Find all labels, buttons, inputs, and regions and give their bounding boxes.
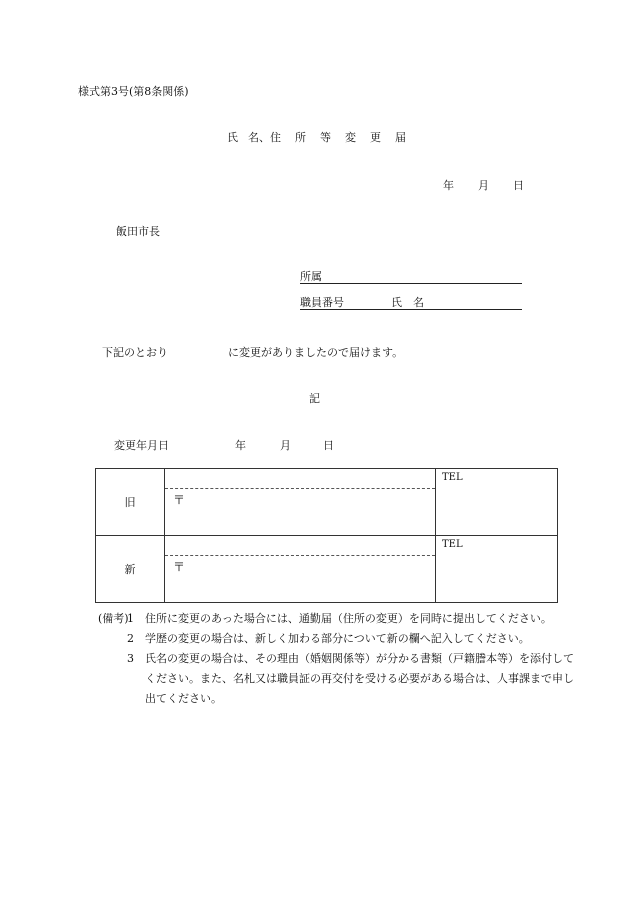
postal-mark: 〒 xyxy=(173,560,186,574)
dashed-divider xyxy=(165,555,435,556)
dashed-divider xyxy=(165,488,435,489)
new-row-label: 新 xyxy=(96,536,165,603)
staff-info-field[interactable] xyxy=(300,294,522,310)
notice-text xyxy=(102,344,403,360)
staff-number-label: 職員番号 xyxy=(300,296,344,309)
remark-item xyxy=(98,649,584,709)
notice-before: 下記のとおり xyxy=(102,346,168,359)
remarks-heading: (備考) xyxy=(98,612,129,625)
remark-item xyxy=(98,629,584,649)
year-label: 年 xyxy=(443,179,454,192)
new-tel-cell[interactable] xyxy=(436,536,558,603)
tel-label: TEL xyxy=(442,539,463,550)
postal-mark: 〒 xyxy=(173,493,186,507)
old-tel-cell[interactable] xyxy=(436,469,558,536)
affiliation-label: 所属 xyxy=(300,270,322,283)
tel-label: TEL xyxy=(442,472,463,483)
remark-text: 学歴の変更の場合は、新しく加わる部分について新の欄へ記入してください。 xyxy=(145,632,530,645)
old-row-label: 旧 xyxy=(96,469,165,536)
change-day-label: 日 xyxy=(323,439,334,452)
title-part: 氏 xyxy=(227,131,238,144)
address-table xyxy=(95,468,558,603)
name-label: 氏 名 xyxy=(391,296,424,309)
remark-text: 氏名の変更の場合は、その理由（婚姻関係等）が分かる書類（戸籍謄本等）を添付してください。また、名札又は職員証の再交付を受ける必要がある場合は、人事課まで申し出てください。 xyxy=(145,652,574,705)
submission-date xyxy=(443,177,524,193)
remark-number: 1 xyxy=(127,612,134,625)
title-part: 所 xyxy=(295,131,306,144)
addressee: 飯田市長 xyxy=(116,225,160,238)
notice-after: に変更がありましたので届けます。 xyxy=(228,346,404,359)
change-date-label: 変更年月日 xyxy=(114,439,169,452)
change-date-line xyxy=(114,437,334,453)
month-label: 月 xyxy=(478,179,489,192)
new-address-cell[interactable] xyxy=(165,536,436,603)
title-part: 変 xyxy=(345,131,356,144)
table-row xyxy=(96,536,558,603)
title-part: 届 xyxy=(395,131,406,144)
title-part: 名、住 xyxy=(248,131,281,144)
record-label: 記 xyxy=(309,392,320,405)
remarks-section xyxy=(98,609,584,709)
form-number-label: 様式第3号(第8条関係) xyxy=(78,85,189,98)
change-month-label: 月 xyxy=(280,439,291,452)
remark-text: 住所に変更のあった場合には、通勤届（住所の変更）を同時に提出してください。 xyxy=(145,612,552,625)
old-address-cell[interactable] xyxy=(165,469,436,536)
remark-number: 2 xyxy=(127,632,134,645)
table-row xyxy=(96,469,558,536)
remark-item xyxy=(98,609,584,629)
day-label: 日 xyxy=(513,179,524,192)
title-part: 等 xyxy=(320,131,331,144)
title-part: 更 xyxy=(370,131,381,144)
page-title xyxy=(227,129,406,145)
affiliation-field[interactable] xyxy=(300,268,522,284)
remark-number: 3 xyxy=(127,652,134,665)
change-year-label: 年 xyxy=(235,439,246,452)
